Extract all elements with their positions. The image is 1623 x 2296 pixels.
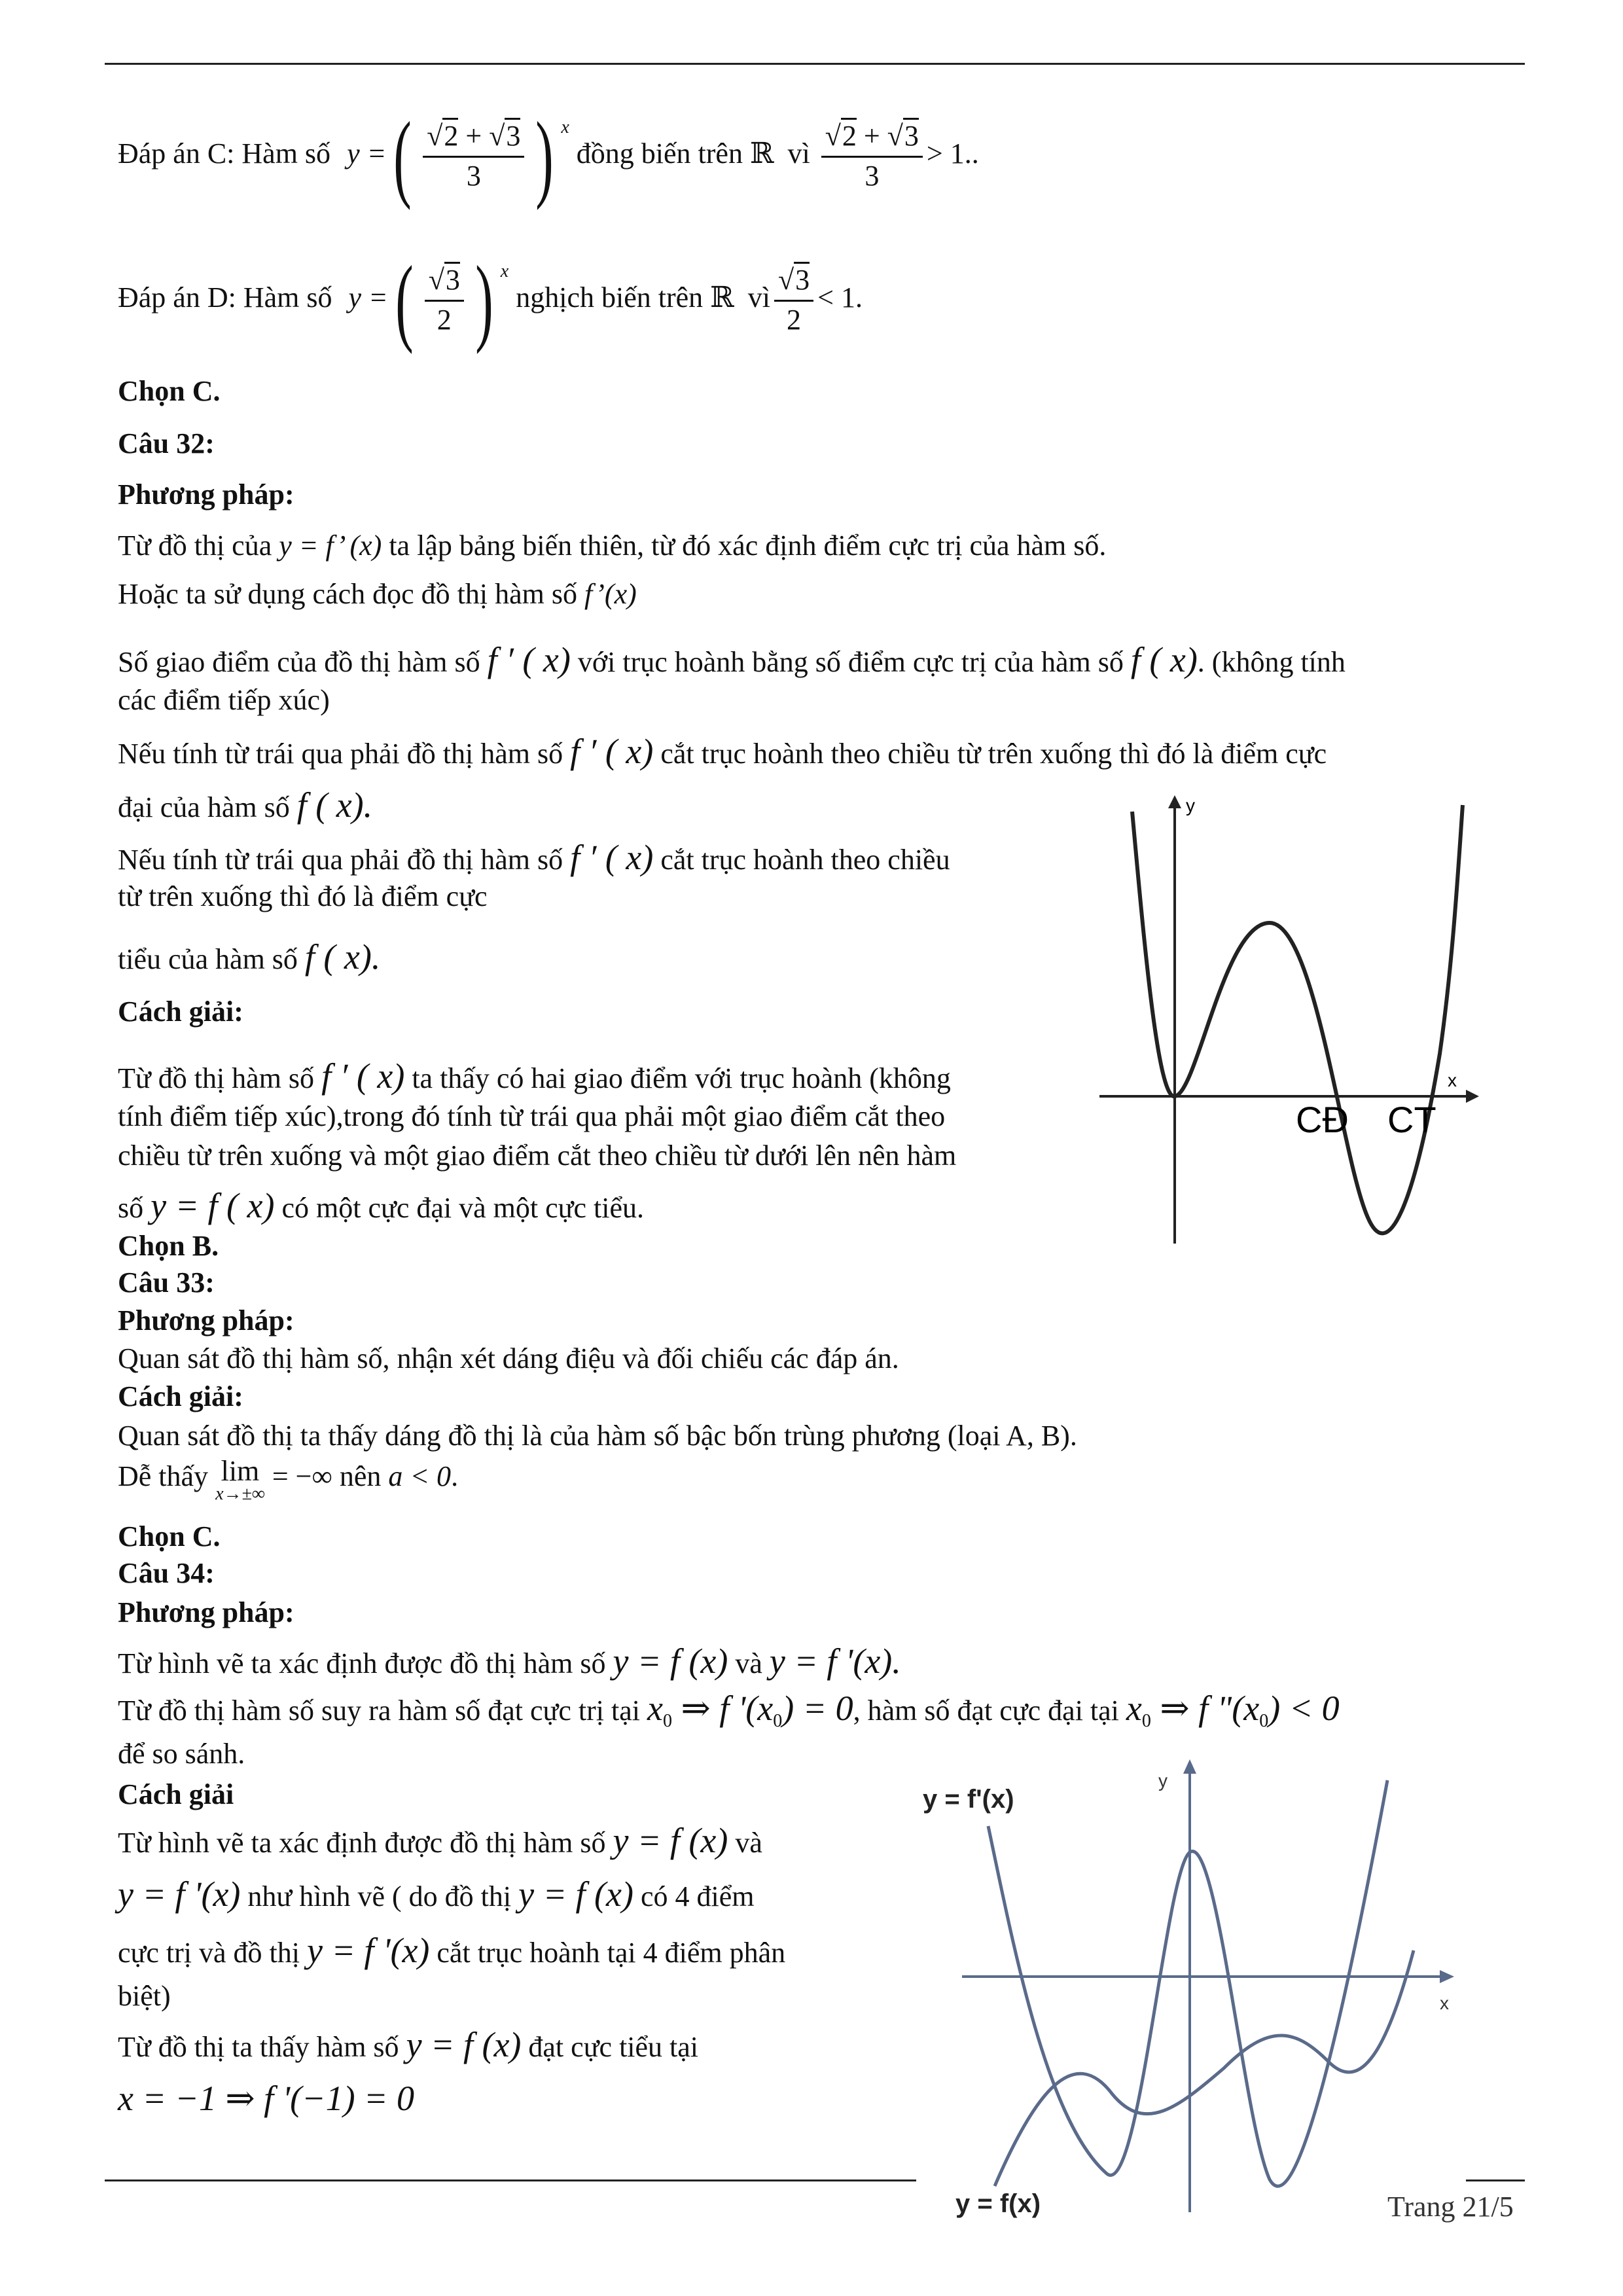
graph-q34-svg — [916, 1754, 1479, 2225]
graph-q34 — [916, 1754, 1479, 2225]
answer-c-tail: > 1.. — [926, 137, 979, 170]
fraction-d2: $\frac{√3}{2}$ — [774, 262, 813, 338]
text-34-3: để so sánh. — [118, 1738, 245, 1770]
text-32-6: đại của hàm số f ( x). — [118, 785, 373, 825]
pp-32-heading: Phương pháp: — [118, 478, 294, 511]
text-32-5: Nếu tính từ trái qua phải đồ thị hàm số f ′ ( x) cắt trục hoành theo chiều từ trên xuống thì đó là điểm cực — [118, 732, 1327, 771]
cg-32-heading: Cách giải: — [118, 996, 243, 1028]
answer-d-vi: vì — [747, 281, 770, 314]
answer-c-line — [118, 101, 979, 211]
answer-d-line — [118, 245, 863, 355]
fraction-c: $\frac{√2 + √3}{3}$ — [423, 118, 524, 194]
header-rule — [105, 63, 1525, 65]
fraction-c2: $\frac{√2 + √3}{3}$ — [821, 118, 923, 194]
x-axis-arrow — [1466, 1090, 1479, 1103]
paren-left: ( — [393, 101, 412, 211]
real-symbol-d: ℝ — [710, 281, 734, 314]
answer-d-mid: nghịch biến trên — [516, 281, 704, 314]
real-symbol: ℝ — [749, 137, 774, 170]
text-34-6: cực trị và đồ thị y = f '(x) cắt trục hoành tại 4 điểm phân — [118, 1931, 786, 1970]
graph1-x-label: x — [1448, 1070, 1457, 1090]
text-32-9: tiểu của hàm số f ( x). — [118, 937, 381, 977]
text-32-1: Từ đồ thị của y = f’ (x) ta lập bảng biến thiên, từ đó xác định điểm cực trị của hàm số. — [118, 529, 1107, 562]
text-32-2: Hoặc ta sử dụng cách đọc đồ thị hàm số f’(x) — [118, 578, 637, 610]
f-curve-2 — [995, 1950, 1414, 2186]
footer-rule-left — [105, 2179, 916, 2181]
pp-33-heading: Phương pháp: — [118, 1304, 294, 1336]
y-axis-arrow — [1168, 795, 1181, 808]
graph-q32-svg — [1099, 792, 1492, 1250]
answer-c-vi: vì — [787, 137, 810, 170]
page-number: Trang 21/5 — [1387, 2191, 1514, 2223]
chon-c-1: Chọn C. — [118, 375, 221, 407]
answer-d-tail: < 1. — [817, 281, 863, 314]
math-y-eq: y = — [347, 137, 387, 170]
graph2-label-fprime: y = f'(x) — [923, 1785, 1014, 1814]
chon-b: Chọn B. — [118, 1230, 219, 1262]
text-34-1: Từ hình vẽ ta xác định được đồ thị hàm số y = f (x) và y = f '(x). — [118, 1641, 901, 1681]
cau-33-heading: Câu 33: — [118, 1266, 215, 1299]
fprime-curve-2 — [988, 1780, 1387, 2186]
footer-rule-right — [1466, 2179, 1525, 2181]
paren-left-d: ( — [395, 245, 414, 355]
text-32-11: tính điểm tiếp xúc),trong đó tính từ trái qua phải một giao điểm cắt theo — [118, 1100, 946, 1132]
text-34-7: biệt) — [118, 1980, 171, 2012]
graph2-y-label: y — [1158, 1770, 1168, 1791]
cau-32-heading: Câu 32: — [118, 427, 215, 459]
text-33-2: Quan sát đồ thị ta thấy dáng đồ thị là của hàm số bậc bốn trùng phương (loại A, B). — [118, 1420, 1077, 1452]
text-34-8: Từ đồ thị ta thấy hàm số y = f (x) đạt cực tiểu tại — [118, 2025, 699, 2064]
graph1-y-label: y — [1186, 795, 1195, 816]
graph2-x-label: x — [1440, 1993, 1449, 2013]
y-axis-2-arrow — [1183, 1759, 1196, 1774]
text-33-3: Dễ thấy lim x→±∞ = −∞ nên a < 0. — [118, 1455, 459, 1504]
text-32-12: chiều từ trên xuống và một giao điểm cắt theo chiều từ dưới lên nên hàm — [118, 1139, 957, 1172]
graph2-label-f: y = f(x) — [955, 2189, 1041, 2218]
text-34-5: y = f '(x) như hình vẽ ( do đồ thị y = f (x) có 4 điểm — [118, 1874, 755, 1914]
graph1-label-cd: CĐ — [1296, 1099, 1349, 1140]
answer-d-prefix: Đáp án D: Hàm số — [118, 281, 332, 314]
exponent-x-d: x — [500, 261, 509, 281]
text-32-13: số y = f ( x) có một cực đại và một cực tiểu. — [118, 1186, 644, 1225]
text-32-8: từ trên xuống thì đó là điểm cực — [118, 880, 488, 912]
text-33-1: Quan sát đồ thị hàm số, nhận xét dáng điệu và đối chiếu các đáp án. — [118, 1342, 899, 1374]
pp-34-heading: Phương pháp: — [118, 1596, 294, 1628]
text-32-7: Nếu tính từ trái qua phải đồ thị hàm số f ′ ( x) cắt trục hoành theo chiều — [118, 838, 950, 877]
cg-34-heading: Cách giải — [118, 1778, 234, 1810]
graph1-label-ct: CT — [1387, 1099, 1436, 1140]
chon-c-2: Chọn C. — [118, 1520, 221, 1552]
text-34-9: x = −1 ⇒ f '(−1) = 0 — [118, 2079, 414, 2118]
text-32-4: các điểm tiếp xúc) — [118, 684, 330, 716]
x-axis-2-arrow — [1440, 1970, 1454, 1983]
cg-33-heading: Cách giải: — [118, 1380, 243, 1412]
text-34-2: Từ đồ thị hàm số suy ra hàm số đạt cực trị tại $x_0$ ⇒ f '$(x_0) = 0$, hàm số đạt cực đại tại $x_0$ ⇒ f "$(x_0) < 0$ — [118, 1689, 1340, 1731]
fprime-curve — [1132, 805, 1463, 1233]
text-32-10: Từ đồ thị hàm số f ′ ( x) ta thấy có hai giao điểm với trục hoành (không — [118, 1056, 951, 1096]
paren-right-d: ) — [475, 245, 493, 355]
answer-c-prefix: Đáp án C: Hàm số — [118, 137, 331, 170]
graph-q32 — [1099, 792, 1492, 1250]
cau-34-heading: Câu 34: — [118, 1557, 215, 1589]
paren-right: ) — [535, 101, 554, 211]
exponent-x: x — [561, 117, 569, 137]
answer-c-mid: đồng biến trên — [576, 137, 743, 170]
text-32-3: Số giao điểm của đồ thị hàm số f ′ ( x) với trục hoành bằng số điểm cực trị của hàm số f ( x). (không tính — [118, 640, 1346, 679]
limit-expr: lim x→±∞ — [215, 1455, 265, 1504]
math-y-eq-d: y = — [348, 281, 388, 314]
text-34-4: Từ hình vẽ ta xác định được đồ thị hàm số y = f (x) và — [118, 1821, 762, 1860]
fraction-d: $\frac{√3}{2}$ — [425, 262, 464, 338]
